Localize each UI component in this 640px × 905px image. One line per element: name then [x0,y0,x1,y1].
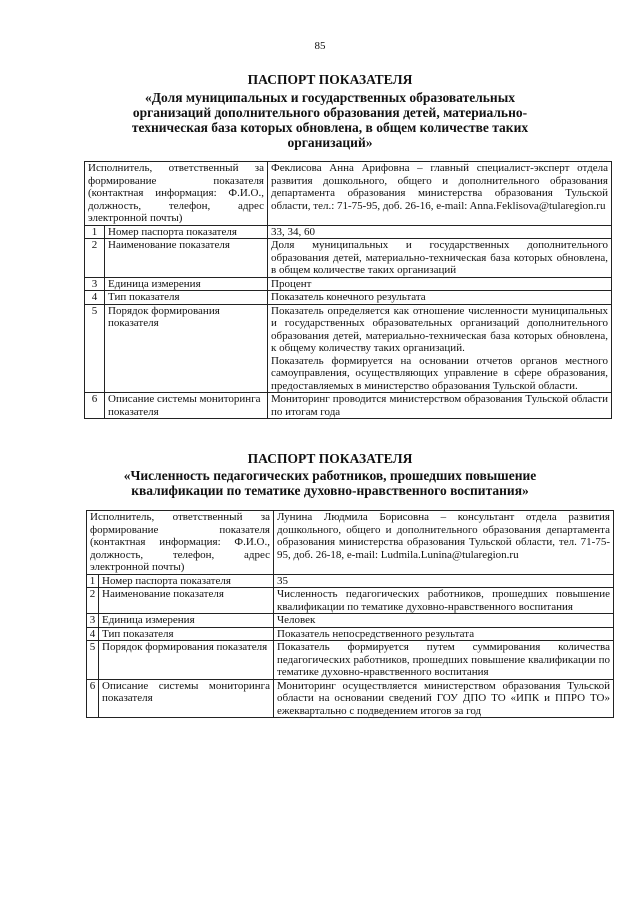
row-value-paragraph: Показатель формируется на основании отчетов органов местного самоуправления, осуществляющих управление в сфере образования, предоставляемых в министерство образования Тульской области. [271,354,608,392]
row-label: Наименование показателя [105,239,268,278]
row-number: 2 [85,239,105,278]
table-row [87,614,614,628]
row-value: Численность педагогических работников, прошедших повышение квалификации по тематике духовно-нравственного воспитания [274,588,614,614]
passport1-subtitle: «Доля муниципальных и государственных образовательных организаций дополнительного образования детей, материально- техническая база которых обновлена, в общем количестве таких организаций» [131,90,529,150]
row-label: Порядок формирования показателя [105,304,268,393]
table-row [87,627,614,641]
table-row [85,277,612,291]
table-row [85,162,612,226]
row-value: Доля муниципальных и государственных дополнительного образования детей, материально-техническая база которых обновлена, в общем количестве таких организаций [268,239,612,278]
row-value: Человек [274,614,614,628]
row-number: 2 [87,588,99,614]
passport1-table [84,161,612,419]
row-value: Процент [268,277,612,291]
row-value: Мониторинг осуществляется министерством образования Тульской области на основании сведений ГОУ ДПО ТО «ИПК и ППРО ТО» ежеквартально с подведением итогов за год [274,679,614,718]
passport2-subtitle: «Численность педагогических работников, прошедших повышение квалификации по тематике духовно-нравственного воспитания» [123,468,537,498]
row-value: 35 [274,574,614,588]
row-number: 6 [85,393,105,419]
row-value [268,304,612,393]
row-label: Единица измерения [99,614,274,628]
row-value: Показатель конечного результата [268,291,612,305]
passport1-title: ПАСПОРТ ПОКАЗАТЕЛЯ [247,72,413,87]
table-row [87,574,614,588]
table-row [85,393,612,419]
row-label: Единица измерения [105,277,268,291]
row-label: Тип показателя [105,291,268,305]
row-label: Тип показателя [99,627,274,641]
row-label: Наименование показателя [99,588,274,614]
executor-label: Исполнитель, ответственный за формирование показателя (контактная информация: Ф.И.О., должность, телефон, адрес электронной почты) [87,511,274,575]
table-row [85,304,612,393]
row-label: Описание системы мониторинга показателя [105,393,268,419]
row-value: Мониторинг проводится министерством образования Тульской области по итогам года [268,393,612,419]
table-row [87,511,614,575]
row-number: 1 [85,225,105,239]
row-number: 3 [85,277,105,291]
page-number: 85 [314,40,326,52]
row-number: 4 [85,291,105,305]
table-row [85,225,612,239]
row-number: 1 [87,574,99,588]
row-number: 4 [87,627,99,641]
row-label: Порядок формирования показателя [99,641,274,680]
executor-value: Феклисова Анна Арифовна – главный специалист-эксперт отдела развития дошкольного, общего и дополнительного образования департамента образования министерства образования Тульской области, тел.: 71-75-95, доб. 26-16, e-mail: Anna.Feklisova@tularegion.ru [268,162,612,226]
row-value: Показатель непосредственного результата [274,627,614,641]
table-row [85,291,612,305]
table-row [85,239,612,278]
row-value: Показатель формируется путем суммирования количества педагогических работников, прошедших повышение квалификации по тематике духовно-нравственного воспитания [274,641,614,680]
executor-value: Лунина Людмила Борисовна – консультант отдела развития дошкольного, общего и дополнительного образования департамента образования министерства образования Тульской области, тел. 71-75-95, доб. 26-18, e-mail: Ludmila.Lunina@tularegion.ru [274,511,614,575]
row-number: 6 [87,679,99,718]
table-row [87,641,614,680]
row-value-paragraph: Показатель определяется как отношение численности муниципальных и государственных образовательных организаций дополнительного образования детей, материально-техническая база которых обновлена, к общему количеству таких организаций. [271,304,608,354]
passport2-title: ПАСПОРТ ПОКАЗАТЕЛЯ [247,451,413,466]
row-number: 5 [85,304,105,393]
executor-label: Исполнитель, ответственный за формирование показателя (контактная информация: Ф.И.О., должность, телефон, адрес электронной почты) [85,162,268,226]
row-number: 5 [87,641,99,680]
table-row [87,679,614,718]
row-label: Номер паспорта показателя [105,225,268,239]
passport2-table [86,510,614,718]
row-number: 3 [87,614,99,628]
row-label: Описание системы мониторинга показателя [99,679,274,718]
table-row [87,588,614,614]
row-label: Номер паспорта показателя [99,574,274,588]
row-value: 33, 34, 60 [268,225,612,239]
